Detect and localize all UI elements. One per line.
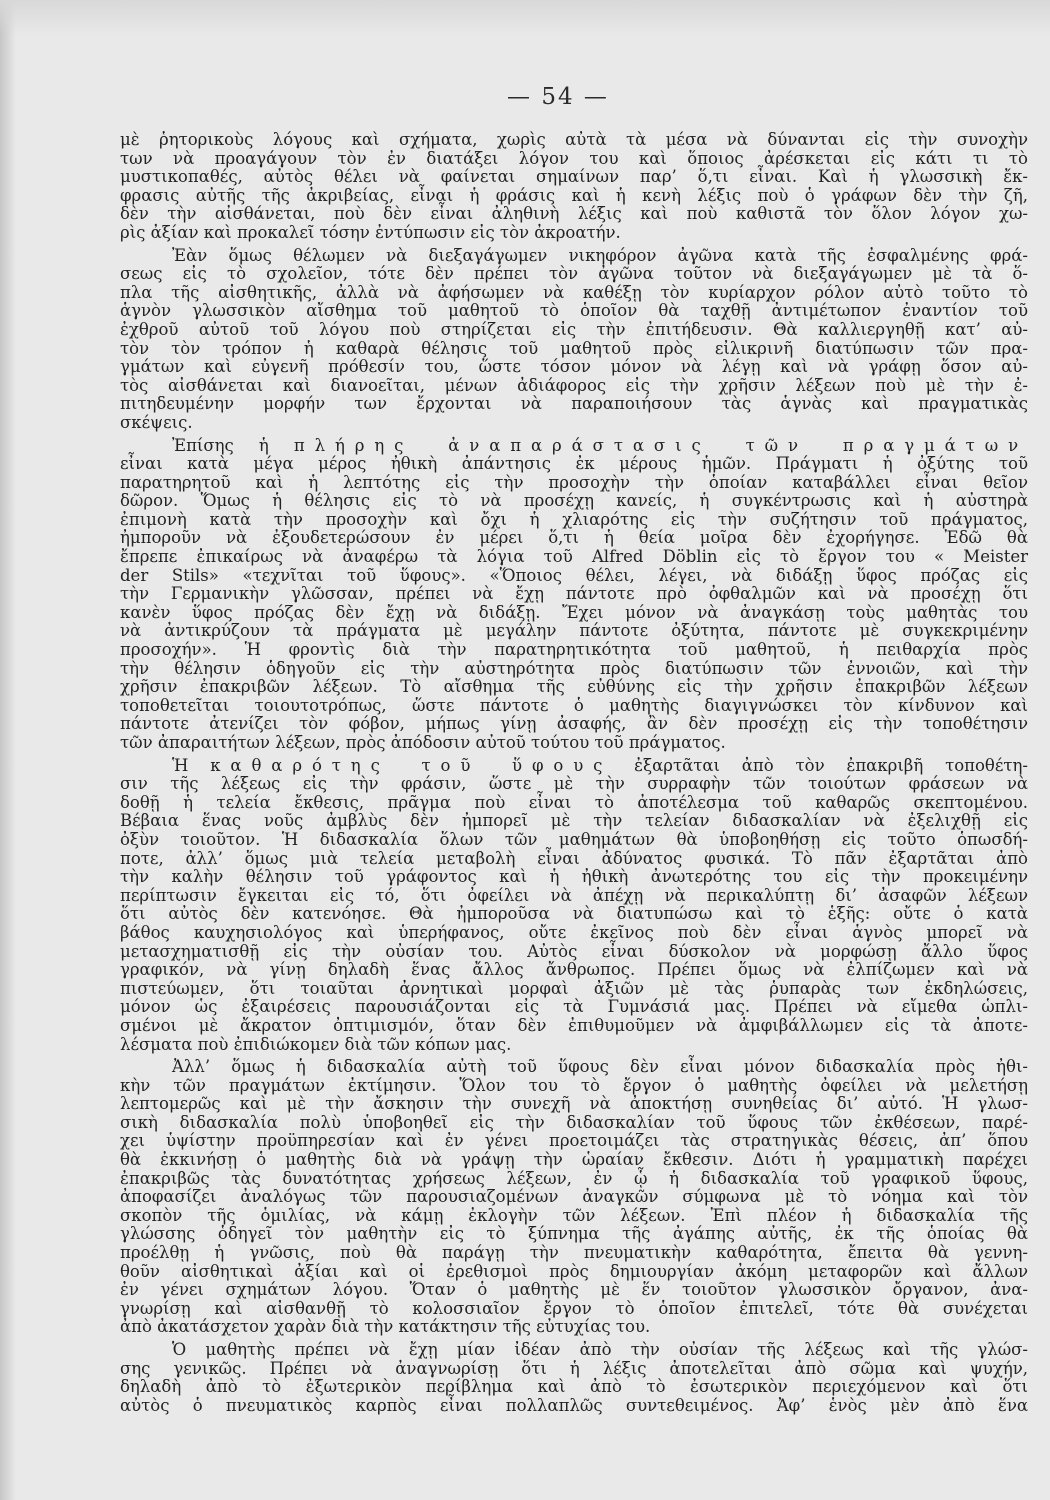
text-line: πιτηδευμένην μορφήν των ἔρχονται νὰ παραποιήσουν τὰς ἁγνὰς καὶ πραγματικὰς: [120, 394, 1028, 414]
text-line: Βέβαια ἕνας νοῦς ἀμβλὺς δὲν ἠμπορεῖ μὲ τὴν τελείαν διδασκαλίαν νὰ ἐξελιχθῇ εἰς: [120, 811, 1028, 831]
text-line: τῶν ἀπαραιτήτων λέξεων, πρὸς ἀπόδοσιν αὐτοῦ τούτου τοῦ πράγματος.: [120, 733, 726, 752]
text-line: τὴν καλὴν θέλησιν τοῦ γράφοντος καὶ ἡ ἠθικὴ ἀνωτερότης του εἰς τὴν προκειμένην: [120, 867, 1028, 887]
paragraph: [120, 1341, 1028, 1415]
text-line: ἀπὸ ἀκατάσχετον χαρὰν διὰ τὴν κατάκτησιν τῆς εὐτυχίας του.: [120, 1317, 651, 1337]
text-line: προσοχήν». Ἡ φροντὶς διὰ τὴν παρατηρητικότητα τοῦ μαθητοῦ, ἡ πειθαρχία πρὸς: [120, 640, 1028, 660]
text-line: λέσματα ποὺ ἐπιδιώκομεν διὰ τῶν κόπων μας.: [120, 1034, 512, 1054]
text-line: der Stils» «τεχνῖται τοῦ ὕφους». «Ὅποιος θέλει, λέγει, νὰ διδάξῃ ὕφος πρόζας εἰς: [120, 565, 1028, 585]
text-line: ἁγνὸν γλωσσικὸν αἴσθημα τοῦ μαθητοῦ τὸ ὁποῖον θὰ ταχθῇ ἀντιμέτωπον ἐναντίον τοῦ: [120, 301, 1028, 321]
text-line: μόνον ὡς ἐξαιρέσεις παρουσιάζονται εἰς τὰ Γυμνάσιά μας. Πρέπει νὰ εἴμεθα ὡπλι-: [120, 997, 1028, 1017]
text-line: νὰ ἀντικρύζουν τὰ πράγματα μὲ μεγάλην πάντοτε ὀξύτητα, πάντοτε μὲ συγκεκριμένην: [120, 621, 1028, 641]
text-line: δηλαδὴ ἀπὸ τὸ ἐξωτερικὸν περίβλημα καὶ ἀπὸ τὸ ἐσωτερικὸν περιεχόμενον καὶ ὅτι: [120, 1377, 1028, 1397]
text-line: ποτε, ἀλλ’ ὅμως μιὰ τελεία μεταβολὴ εἶναι ἀδύνατος φυσικά. Τὸ πᾶν ἐξαρτᾶται ἀπὸ: [120, 848, 1028, 868]
text-line: ἠμποροῦν νὰ ἐξουδετερώσουν ἐν μέρει ὅ,τι ἡ θεία μοῖρα δὲν ἐχορήγησε. Ἐδῶ θὰ: [120, 528, 1028, 548]
text-line: δῶρον. Ὅμως ἡ θέλησις εἰς τὸ νὰ προσέχῃ κανείς, ἡ συγκέντρωσις καὶ ἡ αὐστηρὰ: [120, 491, 1028, 511]
text-line: δοθῇ ἡ τελεία ἔκθεσις, πρᾶγμα ποὺ εἶναι τὸ ἀποτέλεσμα τοῦ καθαρῶς σκεπτομένου.: [120, 792, 1028, 812]
text-line: ὀξὺν τοιοῦτον. Ἡ διδασκαλία ὅλων τῶν μαθημάτων θὰ ὑποβοηθήσῃ εἰς τοῦτο ὁπωσδή-: [120, 829, 1028, 849]
text-line: σμένοι μὲ ἄκρατον ὀπτιμισμόν, ὅταν δὲν ἐπιθυμοῦμεν νὰ ἀμφιβάλλωμεν εἰς τὰ ἀποτε-: [120, 1015, 1028, 1035]
text-line: σκέψεις.: [120, 412, 193, 432]
text-line: τὸν τὸν τρόπον ἡ καθαρὰ θέλησις τοῦ μαθητοῦ πρὸς εἰλικρινῆ διατύπωσιν τῶν πρα-: [120, 338, 1028, 358]
scan-top-shadow: [0, 0, 1050, 36]
paragraph: [120, 1058, 1028, 1337]
text-run: Ἡ: [172, 755, 189, 775]
text-line: γλώσσης ὁδηγεῖ τὸν μαθητὴν εἰς τὸ ξύπνημα τῆς ἀγάπης αὐτῆς, ἐκ τῆς ὁποίας θὰ: [120, 1224, 1028, 1244]
text-line: γραφικόν, νὰ γίνῃ δηλαδὴ ἕνας ἄλλος ἄνθρωπος. Πρέπει ὅμως νὰ ἐλπίζωμεν καὶ νὰ: [120, 960, 1028, 980]
text-line: αὐτὸς ὁ πνευματικὸς καρπὸς εἶναι πολλαπλῶς συντεθειμένος. Ἀφ’ ἑνὸς μὲν ἀπὸ ἕνα: [120, 1395, 1028, 1415]
text-line: των νὰ προαγάγουν τὸν ἐν διατάξει λόγον του καὶ ὅποιος ἀρέσκεται εἰς κάτι τι τὸ: [120, 148, 1028, 168]
text-line: φρασις αὐτῆς τῆς ἀκριβείας, εἶναι ἡ φράσις καὶ ἡ κενὴ λέξις ποὺ ὁ γράφων δὲν τὴν ζῆ,: [120, 185, 1028, 205]
letterspaced-emphasis: καθαρότης τοῦ ὕφους: [210, 755, 613, 775]
text-line: πιστεύωμεν, ὅτι τοιαῦται ἀρνητικαὶ μορφαὶ ἀξιῶν μὲ τὰς ῥυπαρὰς των ἐκδηλώσεις,: [120, 978, 1028, 998]
text-line: ἐν γένει σχημάτων λόγου. Ὅταν ὁ μαθητὴς μὲ ἕν τοιοῦτον γλωσσικὸν ὄργανον, ἀνα-: [120, 1280, 1028, 1300]
text-line: πλα τῆς αἰσθητικῆς, ἀλλὰ νὰ ἀφήσωμεν νὰ καθέξῃ τὸν κυρίαρχον ρόλον αὐτὸ τοῦτο τὸ: [120, 282, 1028, 302]
text-line: ὅτι αὐτὸς δὲν κατενόησε. Θὰ ἠμποροῦσα νὰ διατυπώσω καὶ τὸ ἑξῆς: οὔτε ὁ κατὰ: [120, 904, 1028, 924]
text-line: Ἀλλ’ ὅμως ἡ διδασκαλία αὐτὴ τοῦ ὕφους δὲν εἶναι μόνον διδασκαλία πρὸς ἠθι-: [172, 1057, 1028, 1077]
text-line: τὴν Γερμανικὴν γλῶσσαν, πρέπει νὰ ἔχῃ πάντοτε πρὸ ὀφθαλμῶν καὶ νὰ προσέχῃ ὅτι: [120, 584, 1028, 604]
paragraph: [120, 437, 1028, 753]
text-line: θοῦν αἰσθητικαὶ ἀξίαι καὶ οἱ ἐρεθισμοὶ πρὸς δημιουργίαν ἀκόμη μεταφορῶν καὶ ἄλλων: [120, 1261, 1028, 1281]
text-run: ἐξαρτᾶται ἀπὸ τὸν ἐπακριβῆ τοποθέτη-: [634, 755, 1028, 775]
text-line: σιν τῆς λέξεως εἰς τὴν φράσιν, ὥστε μὲ τὴν συρραφὴν τῶν τοιούτων φράσεων νὰ: [120, 774, 1028, 794]
text-line: τὴν θέλησιν ὁδηγοῦν εἰς τὴν αὐστηρότητα πρὸς διατύπωσιν τῶν ἐννοιῶν, καὶ τὴν: [120, 658, 1028, 678]
text-line: τοποθετεῖται τοιουτοτρόπως, ὥστε πάντοτε ὁ μαθητὴς διαγιγνώσκει τὸν κίνδυνον καὶ: [120, 695, 1028, 715]
text-line: χει ὑψίστην προϋπηρεσίαν καὶ ἐν γένει προετοιμάζει τὰς στρατηγικὰς θέσεις, ἀπ’ ὅπου: [120, 1131, 1028, 1151]
text-line: ἐπακριβῶς τὰς δυνατότητας χρήσεως λέξεων, ἐν ᾧ ἡ διδασκαλία τοῦ γραφικοῦ ὕφους,: [120, 1168, 1028, 1188]
text-line: ρὶς ἀξίαν καὶ προκαλεῖ τόσην ἐντύπωσιν εἰς τὸν ἀκροατήν.: [120, 222, 621, 242]
paragraph: [120, 757, 1028, 1055]
text-line: χρῆσιν ἐπακριβῶν λέξεων. Τὸ αἴσθημα τῆς εὐθύνης εἰς τὴν χρῆσιν ἐπακριβῶν λέξεων: [120, 677, 1028, 697]
text-line: σικὴ διδασκαλία πολὺ ὑποβοηθεῖ εἰς τὴν διδασκαλίαν τοῦ ὕφους τῶν ἐκθέσεων, παρέ-: [120, 1112, 1028, 1132]
text-line: ἐχθροῦ αὐτοῦ τοῦ λόγου ποὺ στηρίζεται εἰς τὴν ἐπιτήδευσιν. Θὰ καλλιεργηθῇ κατ’ αὐ-: [120, 319, 1028, 339]
text-line: λεπτομερῶς καὶ μὲ τὴν ἄσκησιν τὴν συνεχῆ νὰ ἀποκτήσῃ συνηθείας δι’ αὐτό. Ἡ γλωσ-: [120, 1094, 1028, 1114]
text-line: προέλθῃ ἡ γνῶσις, ποὺ θὰ παράγῃ τὴν πνευματικὴν καθαρότητα, ἔπειτα θὰ γεννη-: [120, 1243, 1028, 1263]
text-line: κὴν τῶν πραγμάτων ἐκτίμησιν. Ὅλον του τὸ ἔργον ὁ μαθητὴς ὀφείλει νὰ μελετήσῃ: [120, 1075, 1028, 1095]
body-text: [120, 131, 1028, 1415]
text-line: παρατηρητοῦ καὶ ἡ λεπτότης εἰς τὴν προσοχὴν τὴν ὁποίαν καταβάλλει εἶναι θεῖον: [120, 472, 1028, 492]
paragraph: [120, 247, 1028, 433]
letterspaced-emphasis: πλήρης ἀναπαράστασις τῶν πραγμάτων: [293, 435, 1028, 455]
scan-edge-shadow: [0, 0, 16, 1500]
text-run: Ἐπίσης ἡ: [172, 435, 269, 455]
text-line: τὸς αἰσθάνεται καὶ διανοεῖται, μένων ἀδιάφορος εἰς τὴν χρῆσιν λέξεων ποὺ μὲ τὴν ἐ-: [120, 375, 1028, 395]
text-line: σης γενικῶς. Πρέπει νὰ ἀναγνωρίσῃ ὅτι ἡ λέξις ἀποτελεῖται ἀπὸ σῶμα καὶ ψυχήν,: [120, 1358, 1028, 1378]
text-line: πάντοτε ἀτενίζει τὸν φόβον, μήπως γίνῃ ἀσαφής, ἂν δὲν προσέχῃ εἰς τὴν τοποθέτησιν: [120, 714, 1028, 734]
text-line: ἐπιμονὴ κατὰ τὴν προσοχὴν καὶ ὄχι ἡ χλιαρότης εἰς τὴν συζήτησιν τοῦ πράγματος,: [120, 509, 1028, 529]
text-line: γνωρίσῃ καὶ αἰσθανθῇ τὸ κολοσσιαῖον ἔργον τὸ ὁποῖον ἐπιτελεῖ, τότε θὰ συνέχεται: [120, 1298, 1028, 1318]
text-line: περίπτωσιν ἔγκειται εἰς τό, ὅτι ὀφείλει νὰ ἀπέχῃ νὰ περικαλύπτῃ δι’ ἀσαφῶν λέξεων: [120, 885, 1028, 905]
text-line: [120, 437, 1028, 456]
text-line: σεως εἰς τὸ σχολεῖον, τότε δὲν πρέπει τὸν ἀγῶνα τοῦτον νὰ διεξαγάγωμεν μὲ τὰ ὅ-: [120, 264, 1028, 284]
text-line: μὲ ῥητορικοὺς λόγους καὶ σχήματα, χωρὶς αὐτὰ τὰ μέσα νὰ δύνανται εἰς τὴν συνοχὴν: [120, 130, 1028, 149]
text-line: βάθος καυχησιολόγος καὶ ὑπερήφανος, οὔτε ἐκεῖνος ποὺ δὲν εἶναι ἁγνὸς μπορεῖ νὰ: [120, 922, 1028, 942]
text-line: ἀποφασίζει ἀναλόγως τῶν παρουσιαζομένων ἀναγκῶν σύμφωνα μὲ τὸ νόημα καὶ τὸν: [120, 1187, 1028, 1207]
text-line: ἔπρεπε ἐπικαίρως νὰ ἀναφέρω τὰ λόγια τοῦ Alfred Döblin εἰς τὸ ἔργον του « Meister: [120, 547, 1028, 567]
text-line: θὰ ἐκκινήσῃ ὁ μαθητὴς διὰ νὰ γράψῃ τὴν ὡραίαν ἔκθεσιν. Διότι ἡ γραμματικὴ παρέχει: [120, 1150, 1028, 1170]
text-line: Ἐὰν ὅμως θέλωμεν νὰ διεξαγάγωμεν νικηφόρον ἀγῶνα κατὰ τῆς ἐσφαλμένης φρά-: [172, 245, 1028, 265]
text-line: Ὁ μαθητὴς πρέπει νὰ ἔχῃ μίαν ἰδέαν ἀπὸ τὴν οὐσίαν τῆς λέξεως καὶ τῆς γλώσ-: [172, 1340, 1028, 1359]
page-number: — 54 —: [507, 84, 609, 110]
text-line: εἶναι κατὰ μέγα μέρος ἠθικὴ ἀπάντησις ἐκ μέρους ἡμῶν. Πράγματι ἡ ὀξύτης τοῦ: [120, 454, 1028, 474]
paragraph: [120, 131, 1028, 243]
text-line: κανὲν ὕφος πρόζας δὲν ἔχῃ νὰ διδάξῃ. Ἔχει μόνον νὰ ἀναγκάσῃ τοὺς μαθητὰς του: [120, 602, 1028, 622]
text-line: σκοπὸν τῆς ὁμιλίας, νὰ κάμῃ ἐκλογὴν τῶν λέξεων. Ἐπὶ πλέον ἡ διδασκαλία τῆς: [120, 1205, 1028, 1225]
text-line: μετασχηματισθῇ εἰς τὴν οὐσίαν του. Αὐτὸς εἶναι δύσκολον νὰ μορφώσῃ ἄλλο ὕφος: [120, 941, 1028, 961]
text-line: δὲν τὴν αἰσθάνεται, ποὺ δὲν εἶναι ἀληθινὴ λέξις καὶ ποὺ καθιστᾶ τὸν ὅλον λόγον χω-: [120, 204, 1028, 224]
text-line: μυστικοπαθές, αὐτὸς θέλει νὰ φαίνεται σημαίνων παρ’ ὅ,τι εἶναι. Καὶ ἡ γλωσσικὴ ἔκ-: [120, 167, 1028, 187]
text-line: [120, 757, 1028, 776]
text-line: γμάτων καὶ εὐγενῆ πρόθεσίν του, ὥστε τόσον μόνον νὰ λέγῃ καὶ νὰ γράφῃ ὅσον αὐ-: [120, 357, 1028, 377]
